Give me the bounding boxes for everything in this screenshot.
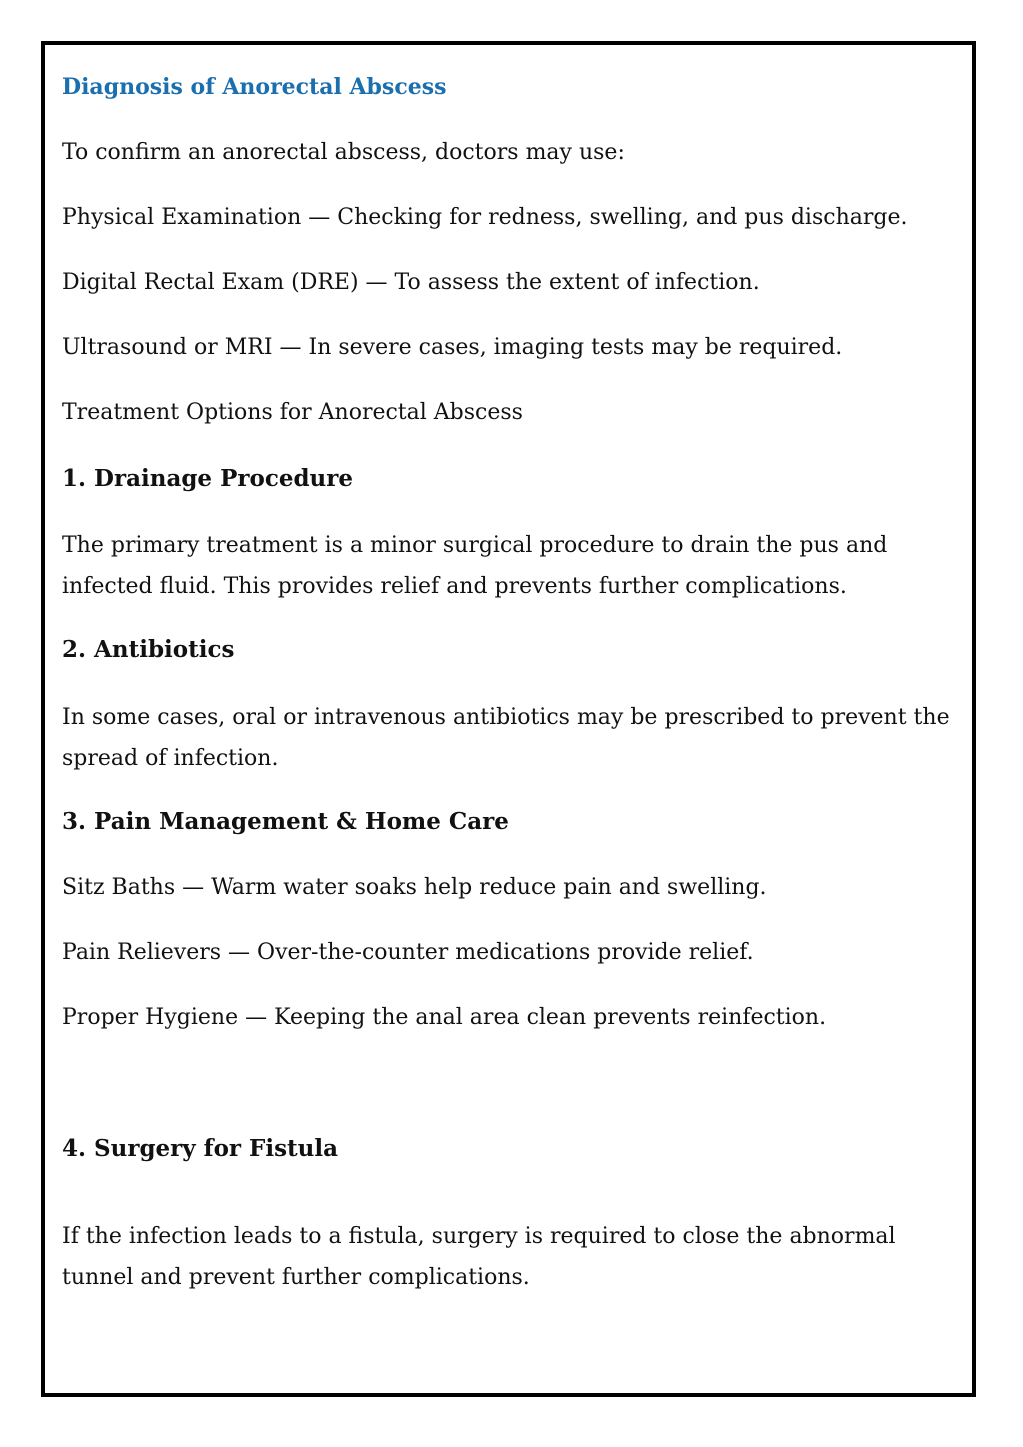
section-heading-pain-management: 3. Pain Management & Home Care [62, 808, 509, 835]
diagnosis-item-physical-exam: Physical Examination — Checking for redness, swelling, and pus discharge. [62, 205, 908, 230]
treatment-heading: Treatment Options for Anorectal Abscess [62, 400, 523, 425]
section-body-antibiotics: In some cases, oral or intravenous antibiotics may be prescribed to prevent the spread of infection. [62, 705, 950, 771]
care-item-hygiene: Proper Hygiene — Keeping the anal area clean prevents reinfection. [62, 1005, 827, 1030]
care-item-pain-relievers: Pain Relievers — Over-the-counter medications provide relief. [62, 940, 754, 965]
intro-text: To confirm an anorectal abscess, doctors may use: [62, 140, 625, 165]
section-heading-fistula-surgery: 4. Surgery for Fistula [62, 1135, 339, 1162]
section-body-drainage: The primary treatment is a minor surgical procedure to drain the pus and infected fluid. This provides relief and prevents further complications. [62, 533, 888, 599]
diagnosis-item-imaging: Ultrasound or MRI — In severe cases, imaging tests may be required. [62, 335, 843, 360]
section-heading-drainage: 1. Drainage Procedure [62, 465, 354, 492]
page-title: Diagnosis of Anorectal Abscess [62, 74, 447, 100]
section-body-fistula-surgery: If the infection leads to a fistula, surgery is required to close the abnormal tunnel and prevent further complications. [62, 1224, 896, 1290]
section-heading-antibiotics: 2. Antibiotics [62, 636, 235, 663]
care-item-sitz-baths: Sitz Baths — Warm water soaks help reduce pain and swelling. [62, 875, 767, 900]
diagnosis-item-dre: Digital Rectal Exam (DRE) — To assess the extent of infection. [62, 270, 760, 295]
